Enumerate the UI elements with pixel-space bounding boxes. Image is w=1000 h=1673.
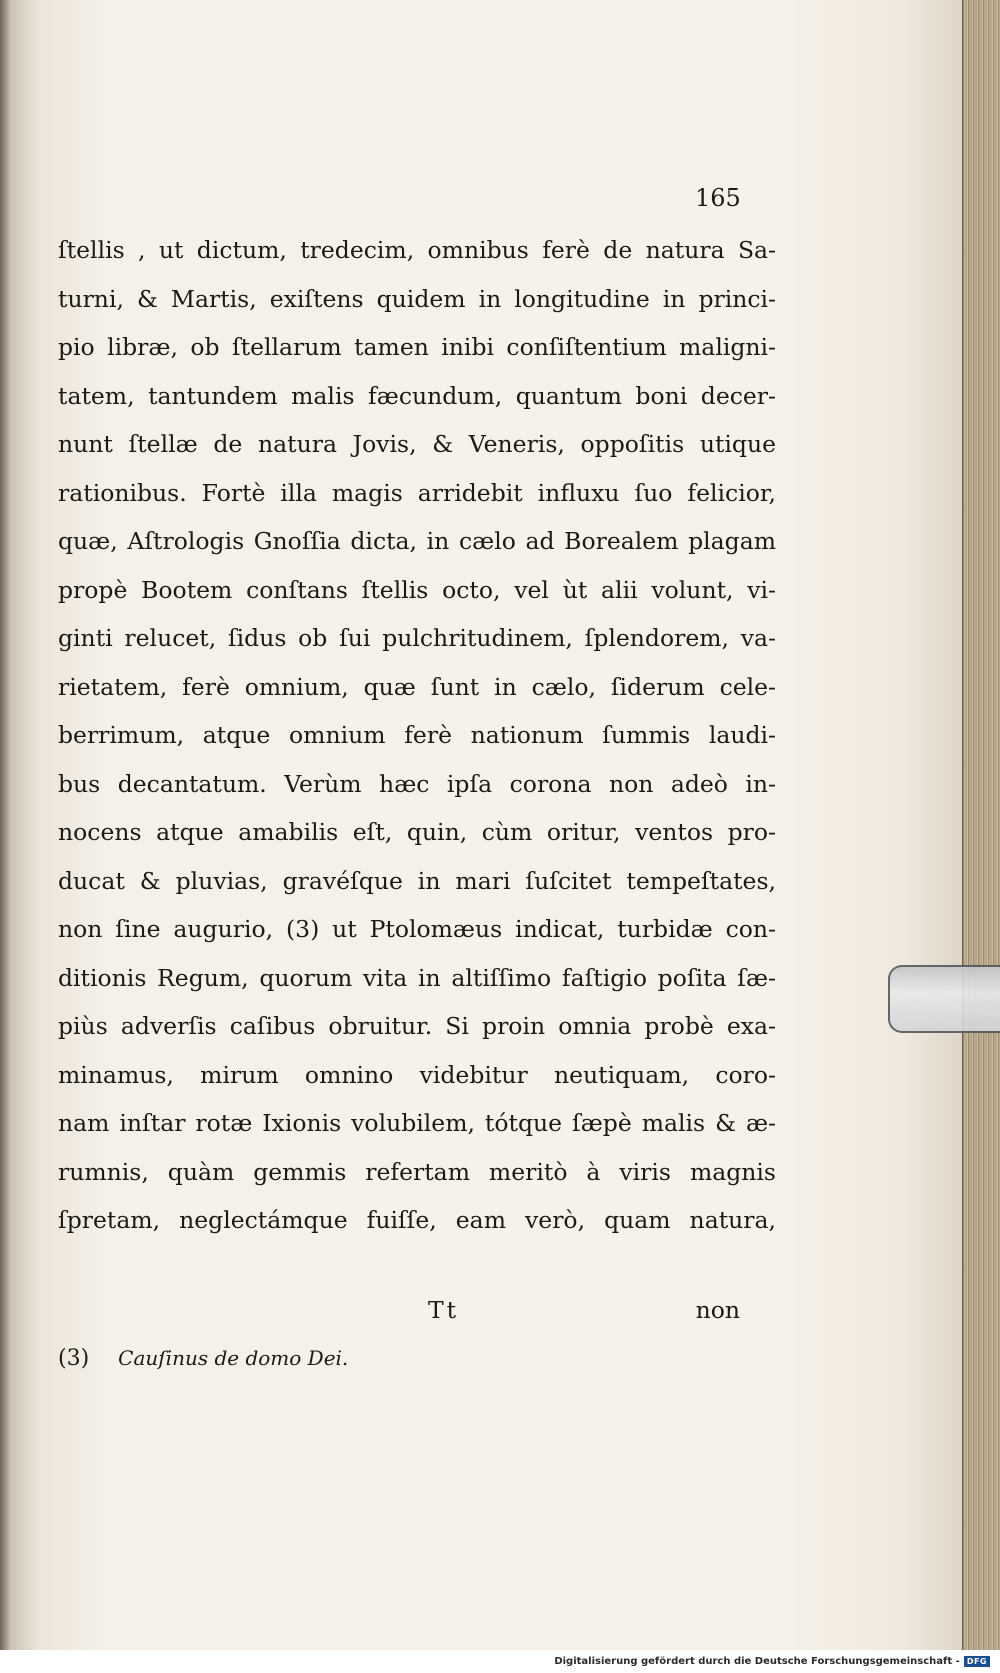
- text-line: ginti relucet, ſidus ob ſui pulchritudinem, ſplendorem, va-: [58, 624, 776, 652]
- catchword-line: [58, 1290, 776, 1330]
- signature-mark: Tt: [428, 1296, 460, 1324]
- text-line: nocens atque amabilis eſt, quin, cùm oritur, ventos pro-: [58, 818, 776, 846]
- footnote-text: Cauſinus de domo Dei.: [118, 1346, 349, 1370]
- text-line: tatem, tantundem malis fæcundum, quantum boni decer-: [58, 381, 776, 410]
- funding-notice: Digitalisierung gefördert durch die Deutsche Forschungsgemeinschaft -: [554, 1656, 960, 1667]
- text-line: rietatem, ferè omnium, quæ ſunt in cælo, ſiderum cele-: [58, 672, 776, 701]
- digitization-footer: [0, 1650, 1000, 1673]
- text-line: nunt ſtellæ de natura Jovis, & Veneris, oppoſitis utique: [58, 430, 776, 458]
- text-line: bus decantatum. Verùm hæc ipſa corona non adeò in-: [58, 769, 776, 798]
- footnote: [58, 1346, 348, 1371]
- text-line: berrimum, atque omnium ferè nationum ſummis laudi-: [58, 721, 776, 749]
- text-line: non ſine augurio, (3) ut Ptolomæus indicat, turbidæ con-: [58, 915, 776, 943]
- main-text: [58, 226, 776, 1245]
- text-line: pio libræ, ob ſtellarum tamen inibi conſiſtentium maligni-: [58, 333, 776, 361]
- book-fore-edge: [962, 0, 1000, 1650]
- text-line: nam inſtar rotæ Ixionis volubilem, tótque ſæpè malis & æ-: [58, 1109, 776, 1137]
- text-line: rumnis, quàm gemmis refertam meritò à viris magnis: [58, 1157, 776, 1186]
- text-line: rationibus. Fortè illa magis arridebit influxu ſuo felicior,: [58, 478, 776, 507]
- text-line: quæ, Aſtrologis Gnoſſia dicta, in cælo ad Borealem plagam: [58, 527, 776, 555]
- text-line: ducat & pluvias, gravéſque in mari ſuſcitet tempeſtates,: [58, 866, 776, 895]
- text-line: turni, & Martis, exiſtens quidem in longitudine in princi-: [58, 284, 776, 313]
- text-line: minamus, mirum omnino videbitur neutiquam, coro-: [58, 1060, 776, 1089]
- dfg-logo-icon: DFG: [964, 1656, 990, 1667]
- catchword: non: [695, 1296, 740, 1324]
- text-line: propè Bootem conſtans ſtellis octo, vel ùt alii volunt, vi-: [58, 575, 776, 604]
- page-number: 165: [695, 184, 741, 212]
- text-line: ſpretam, neglectámque fuiſſe, eam verò, quam natura,: [58, 1206, 776, 1234]
- text-line: ſtellis , ut dictum, tredecim, omnibus ferè de natura Sa-: [58, 236, 776, 264]
- scanner-clamp: [888, 965, 1000, 1033]
- footnote-number: (3): [58, 1346, 90, 1371]
- text-line: piùs adverſis caſibus obruitur. Si proin omnia probè exa-: [58, 1012, 776, 1040]
- text-line: ditionis Regum, quorum vita in altiſſimo faſtigio poſita ſæ-: [58, 963, 776, 992]
